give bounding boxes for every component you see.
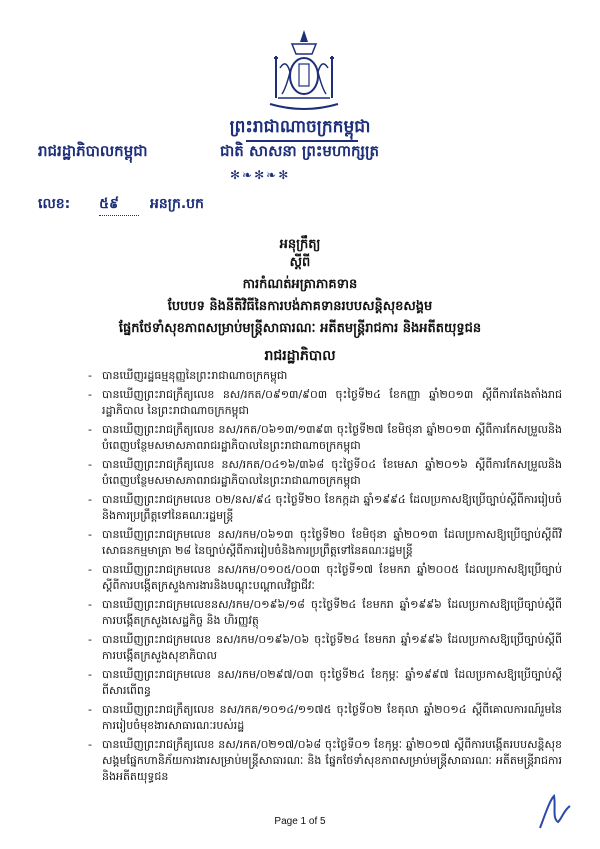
subject-line-1: ការកំណត់អត្រាភាគទាន	[242, 277, 358, 292]
list-item: - បានឃើញព្រះរាជក្រឹត្យលេខ នស/រកត/០២១៧/០៦៨ ចុះថ្ងៃទី០១ ខែកុម្ភៈ ឆ្នាំ២០១៧ ស្តីពីការបង្កើតរបបសន្តិសុខសង្គមផ្នែកហានិភ័យការងារសម្រាប់មន្ត្រីសាធារណៈ និង ផ្នែកថែទាំសុខភាពសម្រាប់មន្ត្រីសាធារណៈ អតីតមន្ត្រីរាជការ និងអតីតយុទ្ធជន	[102, 737, 562, 785]
list-item: - បានឃើញរដ្ឋធម្មនុញ្ញនៃព្រះរាជាណាចក្រកម្ពុជា	[102, 368, 562, 384]
kingdom-title: ព្រះរាជាណាចក្រកម្ពុជា	[229, 117, 371, 137]
list-item: - បានឃើញព្រះរាជក្រមលេខ នស/រកម/០២៩៧/០៣ ចុះថ្ងៃទី២៤ ខែកុម្ភៈ ឆ្នាំ១៩៩៧ ដែលប្រកាសឱ្យប្រើច្បាប់ស្តីពីសារពើពន្ធ	[102, 667, 562, 699]
subject-line-2: បែបបទ និងនីតិវិធីនៃការបង់ភាគទានរបបសន្តិសុខសង្គម	[167, 299, 433, 314]
list-item: - បានឃើញព្រះរាជក្រឹត្យលេខ នស/រកត/០៩១៣/៩០៣ ចុះថ្ងៃទី២៤ ខែកញ្ញា ឆ្នាំ២០១៣ ស្តីពីការតែងតាំងរាជរដ្ឋាភិបាល នៃព្រះរាជាណាចក្រកម្ពុជា	[102, 387, 562, 419]
page-number: Page 1 of 5	[274, 816, 326, 827]
list-item: - បានឃើញព្រះរាជក្រឹត្យលេខ នស/រកត/០៦១៣/១៣៩៣ ចុះថ្ងៃទី២៧ ខែមិថុនា ឆ្នាំ២០១៣ ស្តីពីការកែសម្រួលនិងបំពេញបន្ថែមសមាសភាពរាជរដ្ឋាភិបាលនៃព្រះរាជាណាចក្រកម្ពុជា	[102, 422, 562, 454]
number-value: ៥៩	[99, 194, 139, 216]
document-type: អនុក្រឹត្យ	[279, 237, 321, 252]
list-item: - បានឃើញព្រះរាជក្រមលេខ នស/រកម/០៦១៣ ចុះថ្ងៃទី២០ ខែមិថុនា ឆ្នាំ២០១៣ ដែលប្រកាសឱ្យប្រើច្បាប់ស្តីពីវិសោធនកម្មមាត្រា ២៨ នៃច្បាប់ស្តីពីការរៀបចំនិងការប្រព្រឹត្តទៅនៃគណៈរដ្ឋមន្ត្រី	[102, 527, 562, 559]
list-item: - បានឃើញព្រះរាជក្រមលេខ ០២/នស/៩៤ ចុះថ្ងៃទី២០ ខែកក្កដា ឆ្នាំ១៩៩៤ ដែលប្រកាសឱ្យប្រើច្បាប់ស្តីពីការរៀបចំ និងការប្រព្រឹត្តទៅនៃគណៈរដ្ឋមន្ត្រី	[102, 492, 562, 524]
references-list	[102, 368, 562, 788]
document-about: ស្តីពី	[289, 255, 311, 270]
list-item: - បានឃើញព្រះរាជក្រមលេខនស/រកម/០១៩៦/១៨ ចុះថ្ងៃទី២៤ ខែមករា ឆ្នាំ១៩៩៦ ដែលប្រកាសឱ្យប្រើច្បាប់ស្តីពីការបង្កើតក្រសួងសេដ្ឋកិច្ច និង ហិរញ្ញវត្ថុ	[102, 597, 562, 629]
government-name: រាជរដ្ឋាភិបាលកម្ពុជា	[38, 142, 148, 160]
list-item: - បានឃើញព្រះរាជក្រមលេខ នស/រកម/០១០៥/០០៣ ចុះថ្ងៃទី១៧ ខែមករា ឆ្នាំ២០០៥ ដែលប្រកាសឱ្យប្រើច្បាប់ស្តីពីការបង្កើតក្រសួងការងារនិងបណ្តុះបណ្តាលវិជ្ជាជីវៈ	[102, 562, 562, 594]
document-number	[38, 194, 204, 216]
list-item: - បានឃើញព្រះរាជក្រឹត្យលេខ នស/រកត/០៤១៦/៣៦៨ ចុះថ្ងៃទី០៤ ខែមេសា ឆ្នាំ២០១៦ ស្តីពីការកែសម្រួលនិងបំពេញបន្ថែមសមាសភាពរាជរដ្ឋាភិបាលនៃព្រះរាជាណាចក្រកម្ពុជា	[102, 457, 562, 489]
decorative-ornament: ✻❧✻❧✻	[230, 168, 291, 182]
royal-coat-of-arms-icon	[256, 28, 352, 116]
list-item: - បានឃើញព្រះរាជក្រឹត្យលេខ នស/រកត/១០១៤/១១៧៥ ចុះថ្ងៃទី០២ ខែតុលា ឆ្នាំ២០១៤ ស្តីពីគោលការណ៍រួមនៃការរៀបចំមុខងារសាធារណៈរបស់រដ្ឋ	[102, 702, 562, 734]
section-heading: រាជរដ្ឋាភិបាល	[264, 348, 336, 364]
national-motto: ជាតិ សាសនា ព្រះមហាក្សត្រ	[220, 142, 379, 160]
number-label: លេខ:	[38, 196, 71, 212]
list-item: - បានឃើញព្រះរាជក្រមលេខ នស/រកម/០១៩៦/០៦ ចុះថ្ងៃទី២៤ ខែមករា ឆ្នាំ១៩៩៦ ដែលប្រកាសឱ្យប្រើច្បាប់ស្តីពីការបង្កើតក្រសួងសុខាភិបាល	[102, 632, 562, 664]
number-suffix: អនក្រ.បក	[150, 196, 204, 212]
handwritten-signature	[536, 792, 576, 832]
subject-line-3: ផ្នែកថែទាំសុខភាពសម្រាប់មន្ត្រីសាធារណៈ អតីតមន្ត្រីរាជការ និងអតីតយុទ្ធជន	[118, 321, 482, 336]
